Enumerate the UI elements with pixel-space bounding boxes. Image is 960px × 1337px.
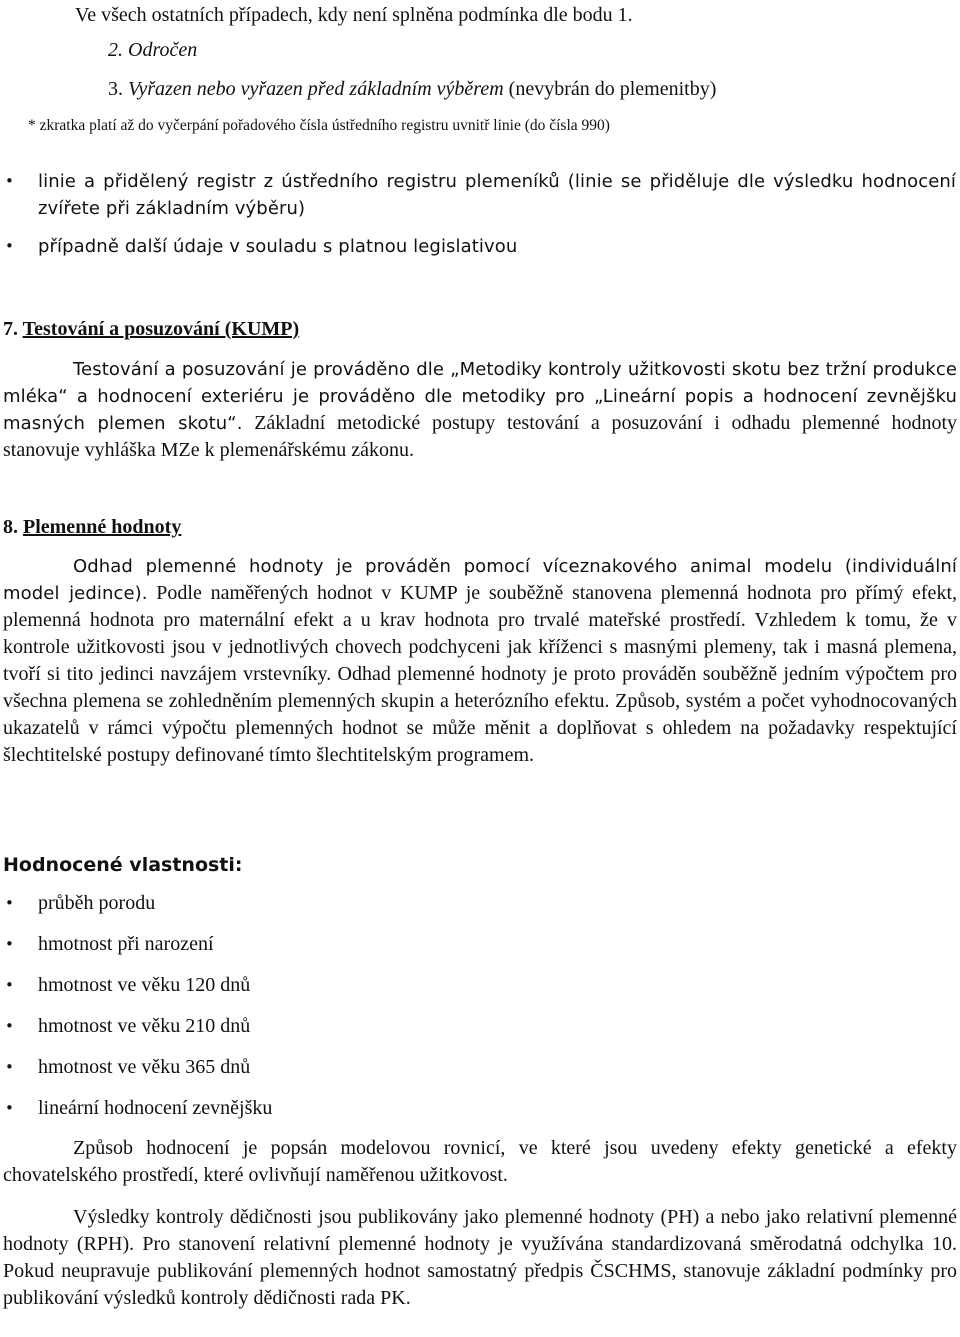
- bullet-icon: •: [5, 172, 14, 190]
- list-item-text: hmotnost ve věku 120 dnů: [38, 974, 251, 996]
- list-item: [0, 233, 960, 260]
- results-paragraph: [3, 1204, 957, 1312]
- section-8-paragraph: [3, 553, 957, 769]
- list-item: [0, 890, 960, 931]
- numbered-item-2: 2. Odročen: [108, 39, 198, 61]
- section-7-heading: [3, 316, 299, 343]
- bullet-icon: •: [5, 237, 14, 255]
- bullet-icon: •: [5, 1017, 14, 1035]
- list-item-text: lineární hodnocení zevnějšku: [38, 1097, 273, 1119]
- intro-line: Ve všech ostatních případech, kdy není splněna podmínka dle bodu 1.: [75, 4, 633, 26]
- section-7-text-sans: Testování a posuzování je prováděno dle „Metodiky kontroly užitkovosti skotu bez tržní produkce mléka“ a hodnocení exteriéru je prováděno dle metodiky pro „Lineární popis a hodnocení zevnějšku masných plemen skotu“.: [3, 359, 957, 434]
- section-8-number: 8.: [3, 516, 23, 538]
- list-item: [0, 972, 960, 1013]
- numbered-item-3-suffix: (nevybrán do plemenitby): [503, 78, 717, 100]
- bullet-icon: •: [5, 894, 14, 912]
- list-item-text: hmotnost ve věku 365 dnů: [38, 1056, 251, 1078]
- list-item-text: hmotnost ve věku 210 dnů: [38, 1015, 251, 1037]
- section-8-text-sans: Odhad plemenné hodnoty je prováděn pomocí víceznakového animal modelu (individuální model jedince).: [3, 556, 957, 604]
- footnote: * zkratka platí až do vyčerpání pořadového čísla ústředního registru uvnitř linie (do čísla 990): [28, 117, 610, 134]
- numbered-item-3-prefix: 3.: [108, 78, 128, 100]
- list-item: [0, 168, 960, 222]
- list-item: [0, 1013, 960, 1054]
- numbered-item-3: [108, 76, 716, 103]
- bullet-icon: •: [5, 1058, 14, 1076]
- list-item: [0, 1054, 960, 1095]
- numbered-item-3-italic: Vyřazen nebo vyřazen před základním výběrem: [128, 78, 504, 100]
- section-7-number: 7.: [3, 318, 23, 340]
- section-8-text-serif: Podle naměřených hodnot v KUMP je souběžně stanovena plemenná hodnota pro přímý efekt, plemenná hodnota pro maternální efekt a u krav hodnota pro trvalé mateřské prostředí. Vzhledem k tomu, že v kontrole užitkovosti jsou v jednotlivých chovech podchyceni jak kříženci s masnými plemeny, tak i masná plemena, tvoří si tito jedinci navzájem vrstevníky. Odhad plemenné hodnoty je proto prováděn souběžně jedním výpočtem pro všechna plemena se zohledněním plemenných skupin a heterózního efektu. Způsob, systém a počet vyhodnocovaných ukazatelů v rámci výpočtu plemenných hodnot se může měnit a doplňovat s ohledem na požadavky respektující šlechtitelské postupy definované tímto šlechtitelským programem.: [3, 582, 957, 766]
- bullet-icon: •: [5, 1099, 14, 1117]
- evaluated-traits-list: [0, 890, 960, 1136]
- section-8-title: Plemenné hodnoty: [23, 516, 182, 538]
- evaluation-method-text: Způsob hodnocení je popsán modelovou rovnicí, ve které jsou uvedeny efekty genetické a efekty chovatelského prostředí, které ovlivňují naměřenou užitkovost.: [3, 1137, 957, 1186]
- bullet-icon: •: [5, 935, 14, 953]
- list-item-text: průběh porodu: [38, 892, 156, 914]
- list-item: [0, 931, 960, 972]
- section-8-heading: [3, 514, 181, 541]
- evaluation-method-paragraph: [3, 1135, 957, 1189]
- list-item-text: linie a přidělený registr z ústředního registru plemeníků (linie se přiděluje dle výsledku hodnocení zvířete při základním výběru): [38, 171, 956, 219]
- section-7-text-serif: Základní metodické postupy testování a posuzování i odhadu plemenné hodnoty stanovuje vyhláška MZe k plemenářskému zákonu.: [3, 412, 958, 461]
- bullet-icon: •: [5, 976, 14, 994]
- section-7-paragraph: [3, 356, 957, 464]
- section-7-title: Testování a posuzování (KUMP): [22, 318, 300, 340]
- list-item-text: případně další údaje v souladu s platnou legislativou: [38, 236, 518, 257]
- list-item-text: hmotnost při narození: [38, 933, 214, 955]
- bullet-list-top: [0, 168, 960, 260]
- results-text: Výsledky kontroly dědičnosti jsou publikovány jako plemenné hodnoty (PH) a nebo jako relativní plemenné hodnoty (RPH). Pro stanovení relativní plemenné hodnoty je využívána standardizovaná směrodatná odchylka 10. Pokud neupravuje publikování plemenných hodnot samostatný předpis ČSCHMS, stanovuje základní podmínky pro publikování výsledků kontroly dědičnosti rada PK.: [3, 1206, 957, 1309]
- evaluated-traits-heading: Hodnocené vlastnosti:: [3, 854, 243, 876]
- list-item: [0, 1095, 960, 1136]
